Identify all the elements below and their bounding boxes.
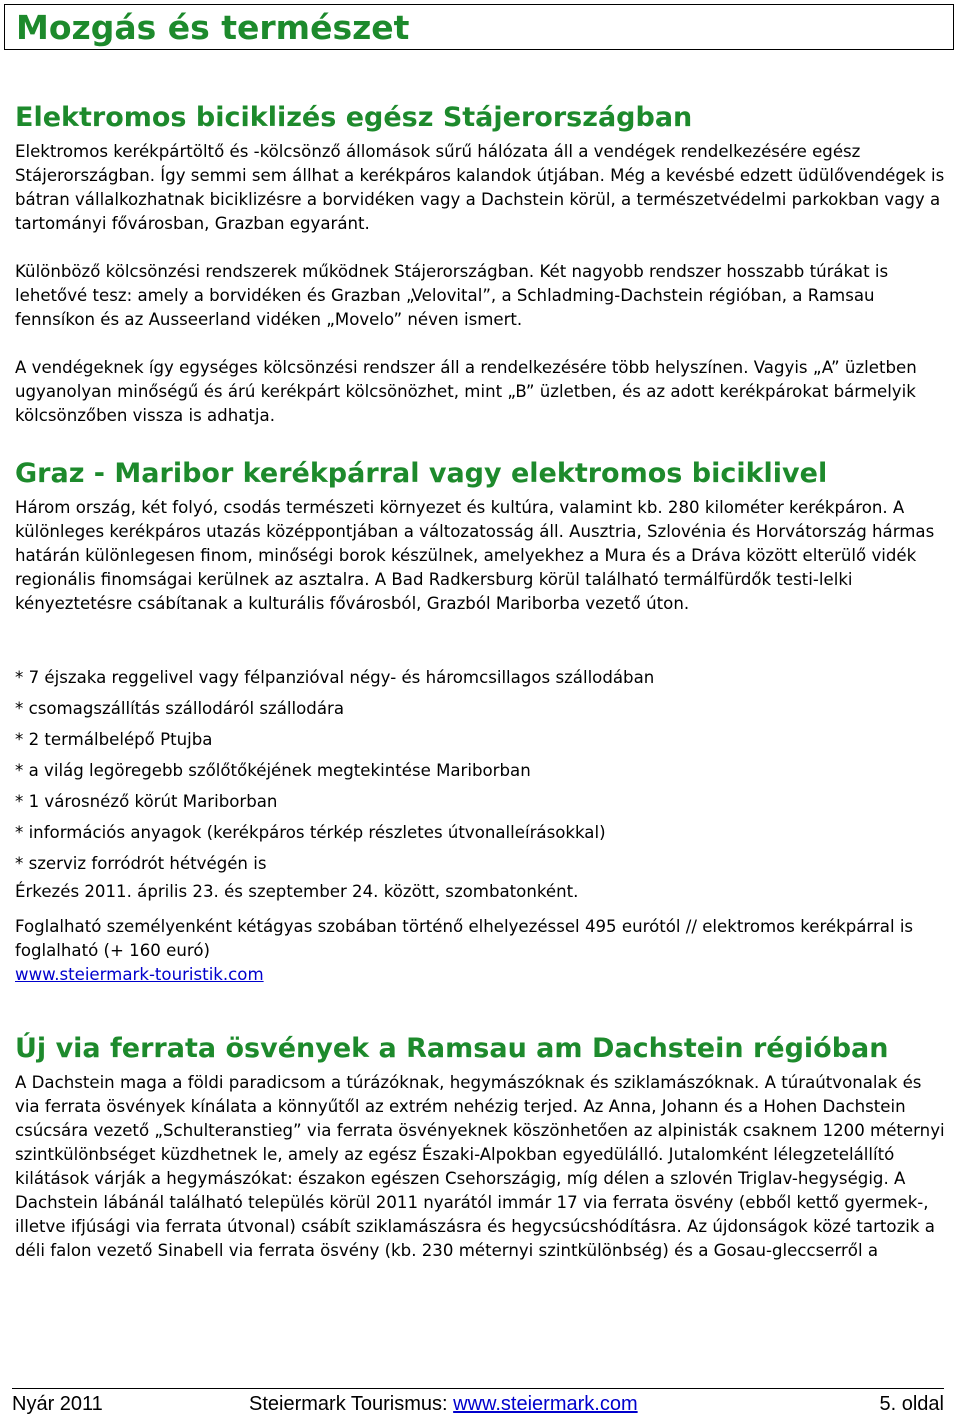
- paragraph: A vendégeknek így egységes kölcsönzési rendszer áll a rendelkezésére több helyszínen. Vagyis „A” üzletben ugyanolyan minőségű és árú kerékpárt kölcsönözhet, mint „B” üzletben, és az adott kerékpárokat bármelyik kölcsönzőben vissza is adhatja.: [15, 358, 917, 425]
- list-item: * csomagszállítás szállodáról szállodára: [15, 699, 344, 718]
- section-heading: Elektromos biciklizés egész Stájerországban: [15, 102, 693, 133]
- section-heading: Graz - Maribor kerékpárral vagy elektromos biciklivel: [15, 458, 828, 489]
- list-item: * információs anyagok (kerékpáros térkép részletes útvonalleírásokkal): [15, 823, 606, 842]
- section-heading: Új via ferrata ösvények a Ramsau am Dachstein régióban: [15, 1033, 889, 1064]
- paragraph: Elektromos kerékpártöltő és -kölcsönző állomások sűrű hálózata áll a vendégek rendelkezésére egész Stájerországban. Így semmi sem állhat a kerékpáros kalandok útjában. Még a kevésbé edzett üdülővendégek is bátran vállalkozhatnak biciklizésre a borvidéken vagy a Dachstein körül, a természetvédelmi parkokban vagy a tartományi fővárosban, Grazban egyaránt.: [15, 142, 945, 233]
- page-title: Mozgás és természet: [16, 8, 410, 47]
- paragraph: Három ország, két folyó, csodás természeti környezet és kultúra, valamint kb. 280 kilométer kerékpáron. A különleges kerékpáros utazás középpontjában a változatosság áll. Ausztria, Szlovénia és Horvátország hármas határán különlegesen finom, minőségi borok készülnek, amelyekhez a Mura és a Dráva között elterülő vidék regionális finomságai kerülnek az asztalra. A Bad Radkersburg körül található termálfürdők testi-lelki kényeztetésre csábítanak a kulturális fővárosból, Grazból Mariborba vezető úton.: [15, 498, 935, 613]
- list-item: * 2 termálbelépő Ptujba: [15, 730, 213, 749]
- footer-source: [249, 1389, 638, 1419]
- footer-season: Nyár 2011: [12, 1393, 103, 1415]
- arrival-info: Érkezés 2011. április 23. és szeptember 24. között, szombatonként.: [15, 882, 579, 901]
- footer-link[interactable]: www.steiermark.com: [453, 1393, 638, 1415]
- link-line: [15, 963, 945, 987]
- paragraph: A Dachstein maga a földi paradicsom a túrázóknak, hegymászóknak és sziklamászóknak. A túraútvonalak és via ferrata ösvények kínálata a könnyűtől az extrém nehézig terjed. Az Anna, Johann és a Hohen Dachstein csúcsára vezető „Schulteranstieg” via ferrata ösvényeknek köszönhetően az alpinisták csaknem 1200 méternyi szintkülönbséget küzdhetnek le, amely az egész Északi-Alpokban egyedülálló. Jutalomként lélegzetelállító kilátások várják a hegymászókat: északon egészen Csehországig, míg délen a szlovén Triglav-hegységig. A Dachstein lábánál található település körül 2011 nyarától immár 17 via ferrata ösvény (ebből kettő gyermek-, illetve ifjúsági via ferrata útvonal) csábít sziklamászásra és hegycsúcshódításra. Az újdonságok közé tartozik a déli falon vezető Sinabell via ferrata ösvény (kb. 230 méternyi szintkülönbség) és a Gosau-gleccserről a: [15, 1073, 945, 1260]
- section-graz-maribor: [15, 452, 945, 987]
- page-footer: [12, 1388, 944, 1419]
- package-list: [15, 662, 945, 879]
- offer-info: Foglalható személyenként kétágyas szobában történő elhelyezéssel 495 eurótól // elektromos kerékpárral is foglalható (+ 160 euró): [15, 917, 914, 960]
- paragraph: Különböző kölcsönzési rendszerek működnek Stájerországban. Két nagyobb rendszer hosszabb túrákat is lehetővé tesz: amely a borvidéken és Grazban „Velovital”, a Schladming-Dachstein régióban, a Ramsau fennsíkon és az Ausseerland vidéken „Movelo” néven ismert.: [15, 262, 889, 329]
- page-number: 5. oldal: [879, 1393, 944, 1415]
- section-via-ferrata: [15, 1027, 945, 1263]
- list-item: * 1 városnéző körút Mariborban: [15, 792, 278, 811]
- list-item: * szerviz forródrót hétvégén is: [15, 854, 267, 873]
- page-header: [4, 4, 954, 50]
- section-electric-biking: [15, 96, 945, 428]
- touristik-link[interactable]: www.steiermark-touristik.com: [15, 965, 264, 984]
- footer-source-label: Steiermark Tourismus:: [249, 1393, 454, 1415]
- list-item: * 7 éjszaka reggelivel vagy félpanzióval négy- és háromcsillagos szállodában: [15, 668, 655, 687]
- list-item: * a világ legöregebb szőlőtőkéjének megtekintése Mariborban: [15, 761, 531, 780]
- article-body: [15, 96, 945, 1263]
